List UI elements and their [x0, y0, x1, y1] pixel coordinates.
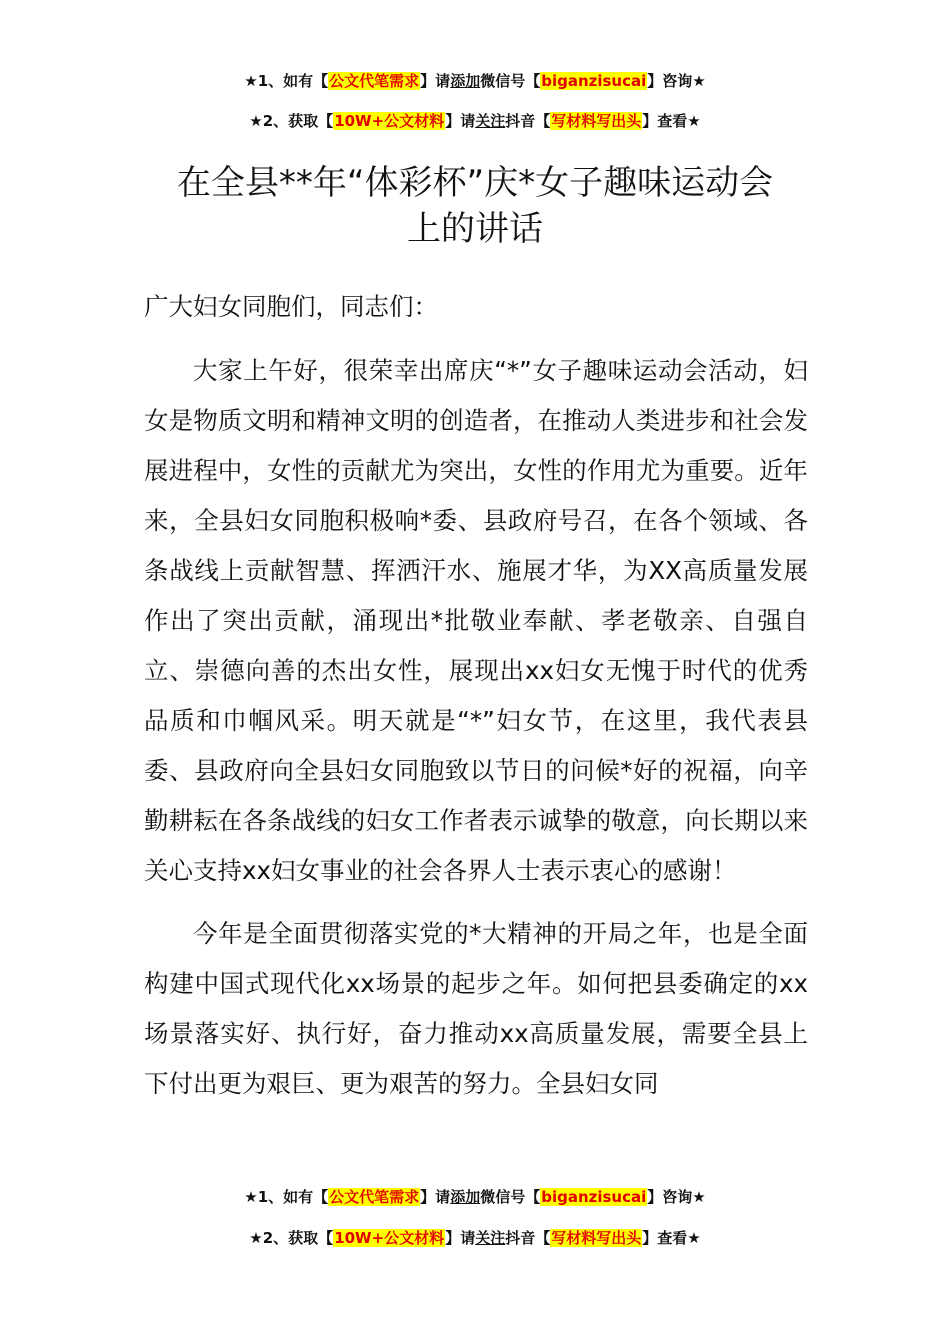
banner-text: ★1、如有【	[244, 72, 329, 90]
paragraph-2: 今年是全面贯彻落实党的*大精神的开局之年，也是全面构建中国式现代化xx场景的起步之年。如何把县委确定的xx场景落实好、执行好，奋力推动xx高质量发展，需要全县上下付出更为艰巨、更为艰苦的努力。全县妇女同	[144, 919, 808, 1098]
banner-text: 】请	[420, 72, 451, 90]
banner-text: ★2、获取【	[249, 112, 334, 130]
banner-text: 】查看★	[642, 112, 701, 130]
banner-underline: 关注	[475, 112, 506, 130]
paragraph-1: 大家上午好，很荣幸出席庆“*”女子趣味运动会活动，妇女是物质文明和精神文明的创造者，在推动人类进步和社会发展进程中，女性的贡献尤为突出，女性的作用尤为重要。近年来，全县妇女同胞积极响*委、县政府号召，在各个领域、各条战线上贡献智慧、挥洒汗水、施展才华，为XX高质量发展作出了突出贡献，涌现出*批敬业奉献、孝老敬亲、自强自立、崇德向善的杰出女性，展现出xx妇女无愧于时代的优秀品质和巾帼风采。明天就是“*”妇女节，在这里，我代表县委、县政府向全县妇女同胞致以节日的问候*好的祝福，向辛勤耕耘在各条战线的妇女工作者表示诚挚的敬意，向长期以来关心支持xx妇女事业的社会各界人士表示衷心的感谢！	[144, 356, 808, 885]
banner-text: 】查看★	[642, 1229, 701, 1247]
banner-text: 微信号【	[480, 72, 541, 90]
banner-text: ★2、获取【	[249, 1229, 334, 1247]
banner-highlight: 10W+公文材料	[334, 112, 445, 130]
header-banner-line-2	[0, 110, 950, 132]
banner-underline: 添加	[450, 72, 481, 90]
document-title	[120, 160, 830, 252]
banner-highlight: 公文代笔需求	[329, 1188, 420, 1206]
footer-banner-line-2	[0, 1227, 950, 1249]
title-line-2: 上的讲话	[407, 209, 543, 249]
banner-text: 】咨询★	[647, 72, 706, 90]
banner-text: 】请	[445, 112, 476, 130]
banner-highlight: 公文代笔需求	[329, 72, 420, 90]
banner-text: 】请	[420, 1188, 451, 1206]
banner-text: 抖音【	[505, 112, 551, 130]
banner-underline: 关注	[475, 1229, 506, 1247]
banner-text: 】请	[445, 1229, 476, 1247]
banner-text: 微信号【	[480, 1188, 541, 1206]
banner-highlight: biganzisucai	[541, 1188, 647, 1206]
banner-highlight: 写材料写出头	[551, 112, 642, 130]
title-line-1: 在全县**年“体彩杯”庆*女子趣味运动会	[176, 163, 774, 203]
document-body	[144, 282, 808, 1109]
footer-banner-line-1	[0, 1186, 950, 1208]
header-banner-line-1	[0, 70, 950, 92]
banner-highlight: biganzisucai	[541, 72, 647, 90]
banner-highlight: 写材料写出头	[551, 1229, 642, 1247]
banner-text: 抖音【	[505, 1229, 551, 1247]
salutation: 广大妇女同胞们，同志们：	[144, 292, 438, 321]
banner-text: ★1、如有【	[244, 1188, 329, 1206]
banner-highlight: 10W+公文材料	[334, 1229, 445, 1247]
banner-text: 】咨询★	[647, 1188, 706, 1206]
banner-underline: 添加	[450, 1188, 481, 1206]
